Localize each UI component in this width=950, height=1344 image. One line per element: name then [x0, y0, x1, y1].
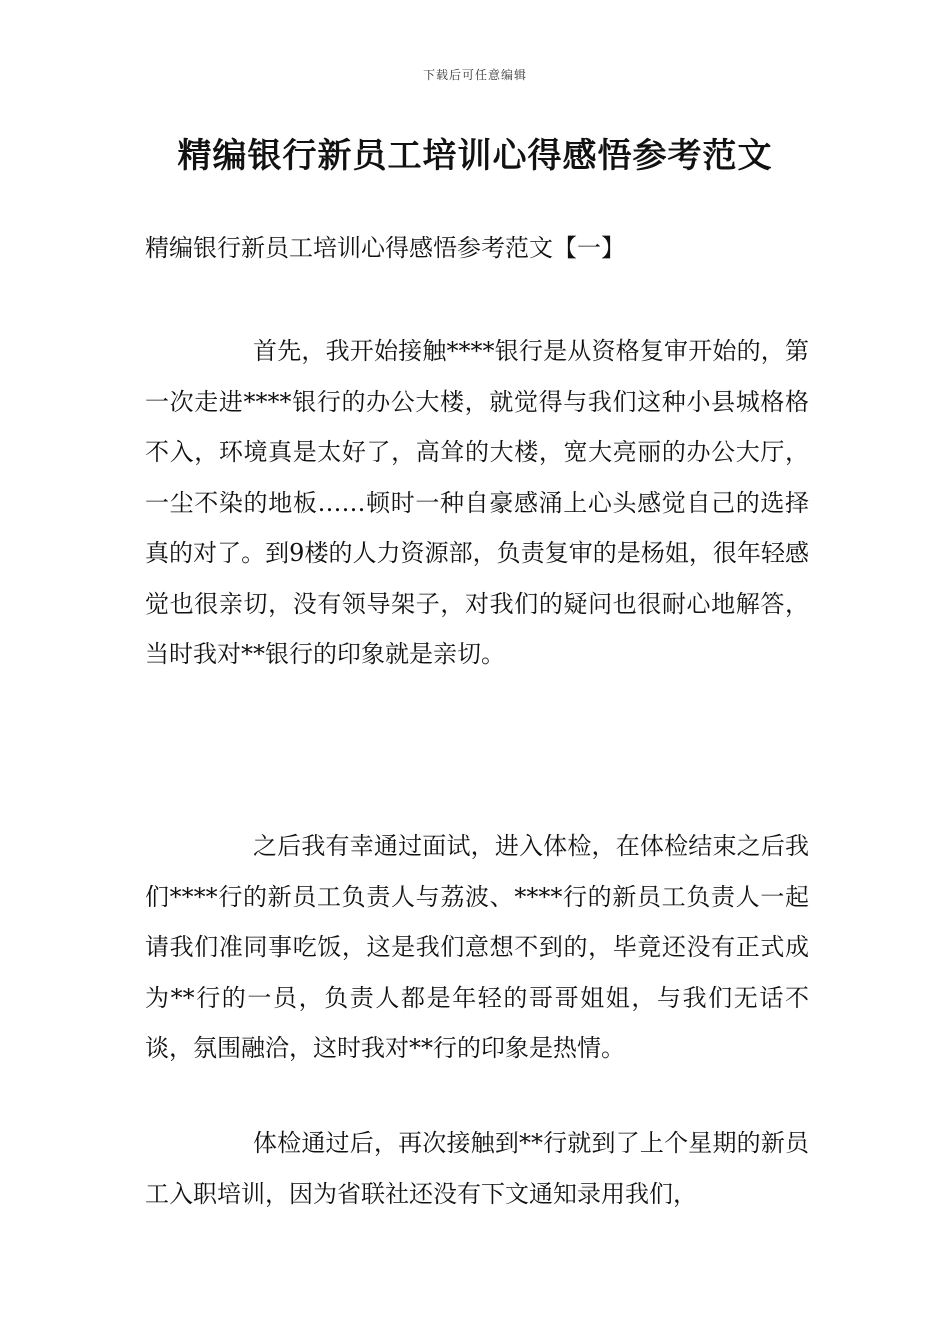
paragraph: 之后我有幸通过面试，进入体检，在体检结束之后我们****行的新员工负责人与荔波、****行的新员工负责人一起请我们准同事吃饭，这是我们意想不到的，毕竟还没有正式成为**行的一员，负责人都是年轻的哥哥姐姐，与我们无话不谈，氛围融洽，这时我对**行的印象是热情。	[145, 832, 809, 1062]
section-heading: 精编银行新员工培训心得感悟参考范文【一】	[145, 234, 625, 262]
header-note: 下载后可任意编辑	[422, 68, 527, 82]
paragraph: 首先，我开始接触****银行是从资格复审开始的，第一次走进****银行的办公大楼，就觉得与我们这种小县城格格不入，环境真是太好了，高耸的大楼，宽大亮丽的办公大厅，一尘不染的地板……顿时一种自豪感涌上心头感觉自己的选择真的对了。到9楼的人力资源部，负责复审的是杨姐，很年轻感觉也很亲切，没有领导架子，对我们的疑问也很耐心地解答，当时我对**银行的印象就是亲切。	[145, 337, 809, 668]
document-title: 精编银行新员工培训心得感悟参考范文	[177, 136, 773, 176]
paragraph: 体检通过后，再次接触到**行就到了上个星期的新员工入职培训，因为省联社还没有下文通知录用我们，	[145, 1129, 809, 1208]
